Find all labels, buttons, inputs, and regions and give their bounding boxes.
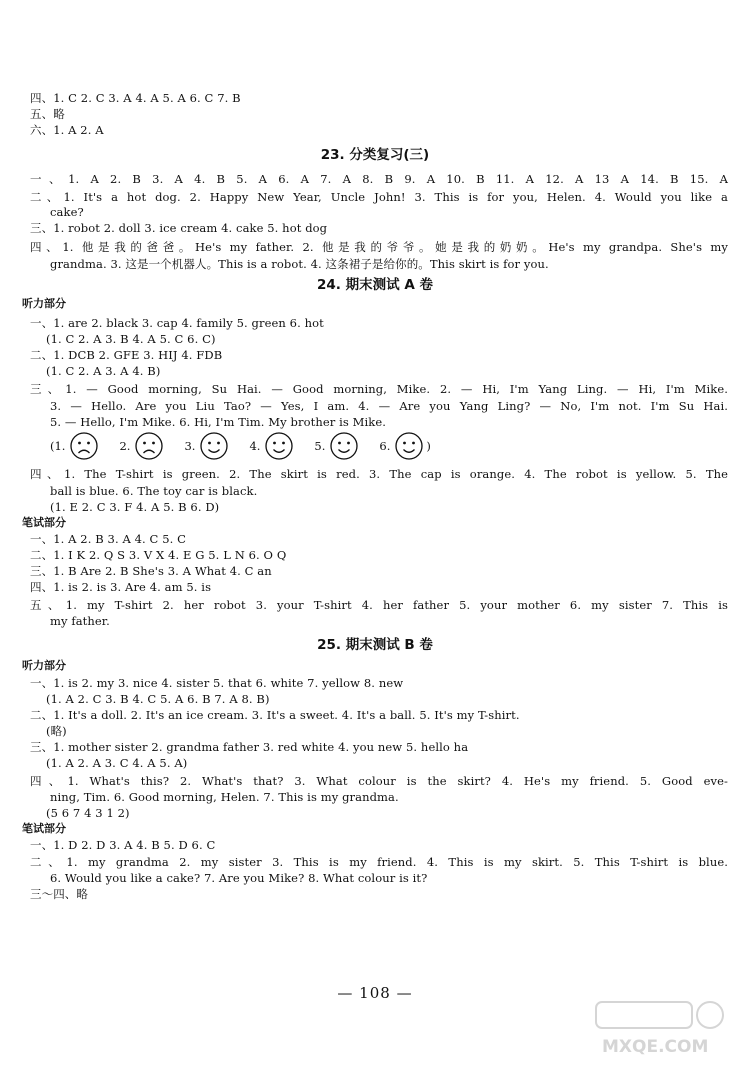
answer-line: ning, Tim. 6. Good morning, Helen. 7. This is my grandma. xyxy=(50,790,399,804)
answer-line: 二、1. It's a doll. 2. It's an ice cream. 3. It's a sweet. 4. It's a ball. 5. It's my T-shirt. xyxy=(30,708,520,722)
answer-line: grandma. 3. 这是一个机器人。This is a robot. 4. 这条裙子是给你的。This skirt is for you. xyxy=(50,257,549,271)
happy-face-icon xyxy=(394,431,424,461)
face-label: ) xyxy=(426,439,431,453)
answer-line: 一、1. are 2. black 3. cap 4. family 5. green 6. hot xyxy=(30,316,324,330)
written-label: 笔试部分 xyxy=(22,822,66,835)
face-label: 6. xyxy=(379,439,391,453)
answer-line: (1. E 2. C 3. F 4. A 5. B 6. D) xyxy=(50,500,220,514)
answer-line: 四、1. 他是我的爸爸。He's my father. 2. 他是我的爷爷。她是我的奶奶。He's my grandpa. She's my xyxy=(30,240,728,254)
faces-row xyxy=(50,430,431,462)
page-number: — 108 — xyxy=(337,984,413,1002)
answer-line: 三、1. mother sister 2. grandma father 3. red white 4. you new 5. hello ha xyxy=(30,740,469,754)
answer-line: 二、1. my grandma 2. my sister 3. This is my friend. 4. This is my skirt. 5. This T-shirt is blue. xyxy=(30,855,728,869)
section-title-25: 25. 期末测试 B 卷 xyxy=(317,637,433,653)
answer-line: 五、略 xyxy=(30,107,65,121)
answer-line: 三、1. — Good morning, Su Hai. — Good morning, Mike. 2. — Hi, I'm Yang Ling. — Hi, I'm Mike. xyxy=(30,382,728,396)
happy-face-icon xyxy=(329,431,359,461)
answer-line: my father. xyxy=(50,614,110,628)
answer-line: 四、1. The T-shirt is green. 2. The skirt is red. 3. The cap is orange. 4. The robot is yellow. 5. The xyxy=(30,467,728,481)
answer-line: 6. Would you like a cake? 7. Are you Mike? 8. What colour is it? xyxy=(50,871,428,885)
listening-label: 听力部分 xyxy=(22,297,66,310)
answer-line: (1. A 2. C 3. B 4. C 5. A 6. B 7. A 8. B) xyxy=(46,692,270,706)
answer-line: 三、1. robot 2. doll 3. ice cream 4. cake 5. hot dog xyxy=(30,221,328,235)
answer-line: (1. C 2. A 3. B 4. A 5. C 6. C) xyxy=(46,332,216,346)
answer-line: 5. — Hello, I'm Mike. 6. Hi, I'm Tim. My brother is Mike. xyxy=(50,415,386,429)
written-label: 笔试部分 xyxy=(22,516,66,529)
answer-line: (1. C 2. A 3. A 4. B) xyxy=(46,364,161,378)
answer-line: 二、1. It's a hot dog. 2. Happy New Year, Uncle John! 3. This is for you, Helen. 4. Would you like a xyxy=(30,190,728,204)
happy-face-icon xyxy=(199,431,229,461)
answer-line: 3. — Hello. Are you Liu Tao? — Yes, I am. 4. — Are you Yang Ling? — No, I'm not. I'm Su Hai. xyxy=(50,399,728,413)
face-label: 4. xyxy=(249,439,261,453)
answer-line: (略) xyxy=(46,724,67,738)
sad-face-icon xyxy=(69,431,99,461)
face-label: 3. xyxy=(184,439,196,453)
answer-line: 一、1. is 2. my 3. nice 4. sister 5. that 6. white 7. yellow 8. new xyxy=(30,676,404,690)
answer-line: 四、1. C 2. C 3. A 4. A 5. A 6. C 7. B xyxy=(30,91,241,105)
listening-label: 听力部分 xyxy=(22,659,66,672)
face-label: 2. xyxy=(119,439,131,453)
answer-line: 四、1. What's this? 2. What's that? 3. What colour is the skirt? 4. He's my friend. 5. Good eve- xyxy=(30,774,728,788)
watermark-text: MXQE.COM xyxy=(602,1037,709,1057)
answer-line: 六、1. A 2. A xyxy=(30,123,104,137)
answer-line: cake? xyxy=(50,205,84,219)
answer-line: 五、1. my T-shirt 2. her robot 3. your T-shirt 4. her father 5. your mother 6. my sister 7. This is xyxy=(30,598,728,612)
answer-line: 四、1. is 2. is 3. Are 4. am 5. is xyxy=(30,580,212,594)
face-label: (1. xyxy=(50,439,66,453)
answer-line: ball is blue. 6. The toy car is black. xyxy=(50,484,258,498)
face-label: 5. xyxy=(314,439,326,453)
answer-line: 三～四、略 xyxy=(30,887,88,901)
sad-face-icon xyxy=(134,431,164,461)
answer-line: (5 6 7 4 3 1 2) xyxy=(46,806,130,820)
answer-line: (1. A 2. A 3. C 4. A 5. A) xyxy=(46,756,188,770)
answer-line: 三、1. B Are 2. B She's 3. A What 4. C an xyxy=(30,564,272,578)
watermark-logo xyxy=(592,998,742,1058)
section-title-24: 24. 期末测试 A 卷 xyxy=(317,277,433,293)
answer-line: 二、1. DCB 2. GFE 3. HIJ 4. FDB xyxy=(30,348,223,362)
section-title-23: 23. 分类复习(三) xyxy=(320,147,430,163)
answer-line: 一、1. D 2. D 3. A 4. B 5. D 6. C xyxy=(30,838,216,852)
answer-line: 二、1. I K 2. Q S 3. V X 4. E G 5. L N 6. O Q xyxy=(30,548,287,562)
answer-line: 一、1. A 2. B 3. A 4. B 5. A 6. A 7. A 8. B 9. A 10. B 11. A 12. A 13 A 14. B 15. A xyxy=(30,172,728,186)
happy-face-icon xyxy=(264,431,294,461)
answer-line: 一、1. A 2. B 3. A 4. C 5. C xyxy=(30,532,187,546)
